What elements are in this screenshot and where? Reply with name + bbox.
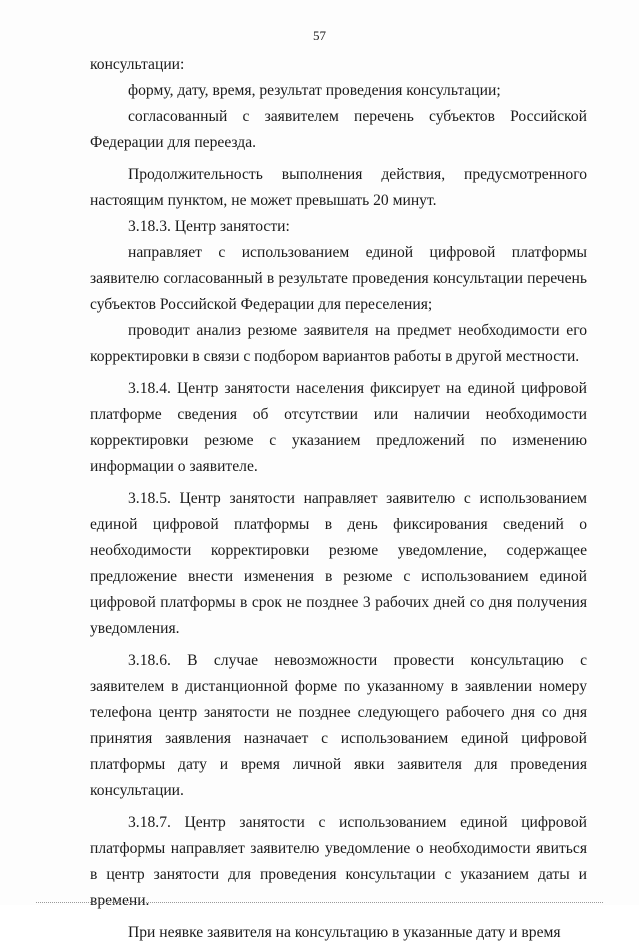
paragraph: 3.18.3. Центр занятости: (128, 218, 290, 235)
paragraph: 3.18.7. Центр занятости с использованием единой цифровой платформы направляет заявителю уведомление о необходимости явиться в центр занятости для проведения консультации с указанием даты и времени. (90, 814, 587, 909)
document-body (90, 52, 587, 946)
paragraph: 3.18.5. Центр занятости направляет заявителю с использованием единой цифровой платформы в день фиксирования сведений о необходимости корректировки резюме уведомление, содержащее предложение внести изменения в резюме с использованием единой цифровой платформы в срок не позднее 3 рабочих дней со дня получения уведомления. (90, 490, 587, 637)
paragraph: согласованный с заявителем перечень субъектов Российской Федерации для переезда. (90, 108, 587, 151)
paragraph: 3.18.4. Центр занятости населения фиксирует на единой цифровой платформе сведения об отсутствии или наличии необходимости корректировки резюме с указанием предложений по изменению информации о заявителе. (90, 380, 587, 475)
paragraph: 3.18.6. В случае невозможности провести консультацию с заявителем в дистанционной форме по указанному в заявлении номеру телефона центр занятости не позднее следующего рабочего дня со дня принятия заявления назначает с использованием единой цифровой платформы дату и время личной явки заявителя для проведения консультации. (90, 652, 587, 799)
paragraph: При неявке заявителя на консультацию в указанные дату и время (128, 924, 561, 941)
scan-edge-divider (36, 902, 603, 903)
paragraph: направляет с использованием единой цифровой платформы заявителю согласованный в результате проведения консультации перечень субъектов Российской Федерации для переселения; (90, 244, 587, 313)
paragraph: форму, дату, время, результат проведения консультации; (128, 82, 501, 99)
paragraph: Продолжительность выполнения действия, предусмотренного настоящим пунктом, не может превышать 20 минут. (90, 166, 587, 209)
page-number: 57 (313, 28, 326, 43)
paragraph: проводит анализ резюме заявителя на предмет необходимости его корректировки в связи с подбором вариантов работы в другой местности. (90, 322, 587, 365)
paragraph: консультации: (90, 56, 185, 73)
